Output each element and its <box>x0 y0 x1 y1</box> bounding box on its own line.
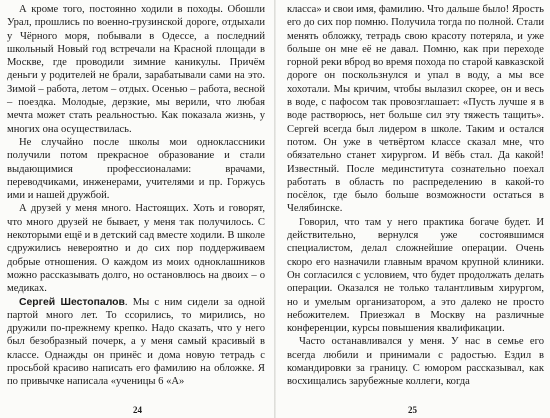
page-number-right: 25 <box>408 405 417 415</box>
right-paragraph-3: Часто останавливался у меня. У нас в семье его всегда любили и принимали с радостью. Ездил в командировки за границу. С юмором рассказывал, как восхищались зарубежные коллеги, когда <box>287 336 544 388</box>
left-paragraph-2: Не случайно после школы мои одноклассники получили потом прекрасное образование и стали выдающимися профессионалами: врачами, переводчиками, инженерами, учителями и пр. Горжусь ими и нашей дружбой. <box>7 136 265 202</box>
right-paragraph-1: класса» и свои имя, фамилию. Что дальше было! Ярость его до сих пор помню. Получила тогда по полной. Стали менять обложку, тетрадь свою красоту потеряла, и уже больше он мне её не давал. Помню, как при переходе горной реки вброд во время похода по старой кавказской дороге он поскользнулся и упал в воду, а мы все хохотали. Мы кричим, чтобы вылазил скорее, он и весь в воде, с пафосом так провозглашает: «Пусть лучше я в воде растворюсь, нет больше сил эту тяжесть тащить». Сергей всегда был лидером в школе. Таким и остался потом. Он уже в четвёртом классе сказал мне, что обязательно станет хирургом. И вёбь стал. Да какой! Известный. После мединститута сознательно поехал работать в область по распределению в какой-то посёлок, где было больше возможности остаться в Челябинске. <box>287 4 544 215</box>
left-paragraph-1: А кроме того, постоянно ходили в походы. Обошли Урал, прошлись по военно-грузинской дороге, отдыхали у Чёрного моря, побывали в Одессе, а последний школьный Новый год встречали на Красной площади в Москве, где проводили зимние каникулы. Причём деньги у родителей не брали, зарабатывали сами на это. Зимой – работа, летом – отдых. Осенью – работа, весной – поездка. Молодые, дерзкие, мы верили, что любая мечта может стать реальностью. Как показала жизнь, у многих она осуществилась. <box>7 4 265 135</box>
right-page <box>275 0 550 418</box>
left-paragraph-3: А друзей у меня много. Настоящих. Хоть и говорят, что много друзей не бывает, у меня так получилось. С некоторыми ещё и в детский сад вместе ходили. В школе сдружились невероятно и до сих пор поддерживаем добрые отношения. О каждом из моих одноклашников можно рассказывать долго, но остановлюсь на двоих – о медиках. <box>7 203 265 295</box>
page-number-left: 24 <box>133 405 142 415</box>
left-paragraph-4-text: . Мы с ним сидели за одной партой много лет. То ссорились, то мирились, но дружили по-прежнему крепко. Надо сказать, что у него был безобразный почерк, а у меня самый красивый в классе. Однажды он принёс и дома новую тетрадь с просьбой красиво написать его фамилию на обложке. Я по привычке написала «ученицы 6 «А» <box>7 296 265 388</box>
person-name: Сергей Шестопалов <box>19 296 125 308</box>
right-paragraph-2: Говорил, что там у него практика богаче будет. И действительно, вернулся уже состоявшимся специалистом, делал сложнейшие операции. Очень скоро его назначили главным врачом крупной клиники. Он согласился с условием, что будет продолжать делать операции. Оказался не только талантливым хирургом, но и умелым организатором, а это далеко не просто небожителем. Приезжал в Москву на различные конференции, курсы повышения квалификации. <box>287 216 544 335</box>
left-paragraph-4 <box>7 296 265 389</box>
